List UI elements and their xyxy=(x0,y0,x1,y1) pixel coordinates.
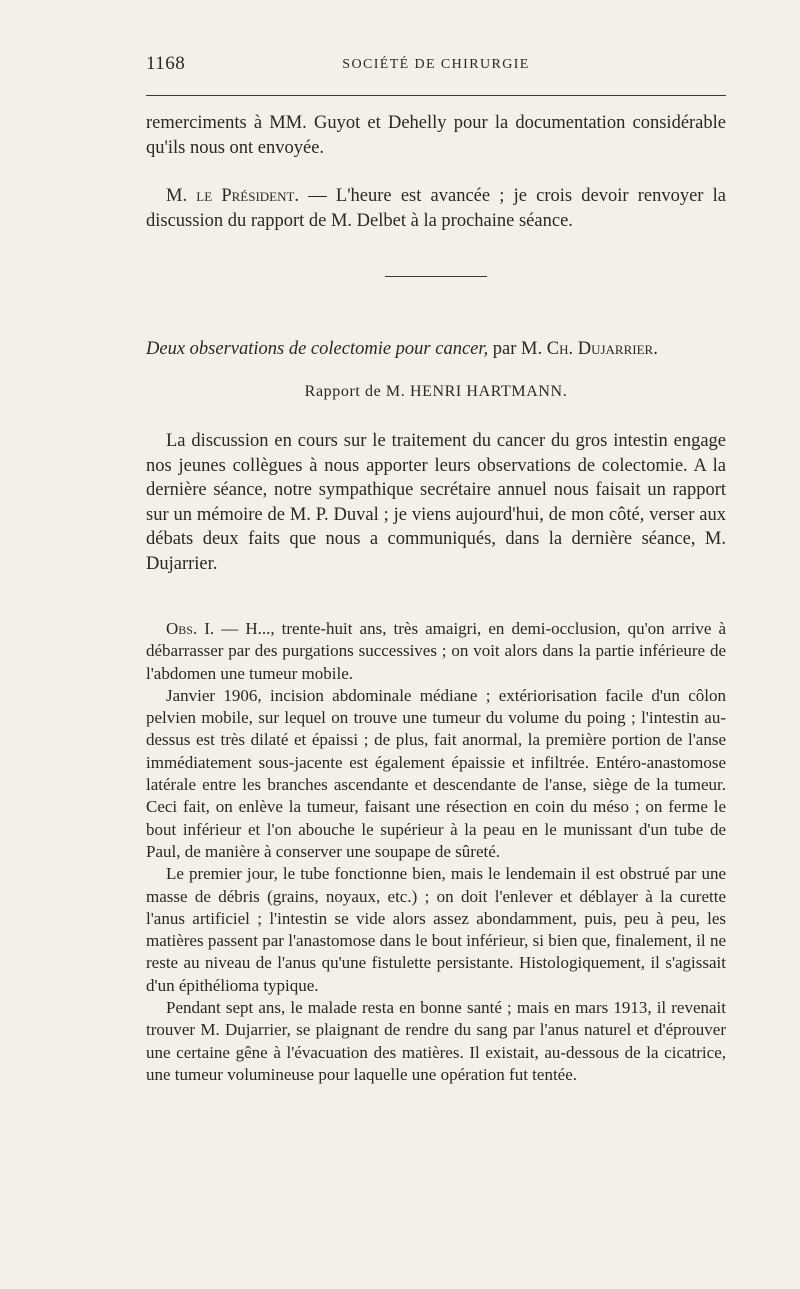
paragraph-followup: Le premier jour, le tube fonctionne bien, mais le lendemain il est obstrué par une masse de débris (grains, noyaux, etc.) ; on doit l'enlever et déblayer à la curette l'anus artificiel ; l'intestin se vide alors assez abondamment, puis, peu à peu, les matières passent par l'anastomose dans le bout inférieur, si bien que, finalement, il ne reste au niveau de l'anus qu'une fistulette persistante. Histologiquement, il s'agissait d'un épithélioma typique. xyxy=(146,864,726,995)
paragraph-operation: Janvier 1906, incision abdominale médiane ; extériorisation facile d'un côlon pelvien mobile, sur lequel on trouve une tumeur du volume du poing ; l'intestin au-dessus est très dilaté et épaissi ; de plus, fait anormal, la première portion de l'anse immédiatement sous-jacente est également épaissie et infiltrée. Entéro-anastomose latérale entre les branches ascendante et descendante de l'anse, siège de la tumeur. Ceci fait, on enlève la tumeur, faisant une résection en coin du méso ; on ferme le bout inférieur et l'on abouche le supérieur à la peau en le munissant d'un tube de Paul, de manière à conserver une soupape de sûreté. xyxy=(146,685,726,861)
paragraph-president xyxy=(146,184,726,233)
paragraph-thanks xyxy=(146,111,726,160)
paragraph-introduction xyxy=(146,429,726,576)
section-title xyxy=(146,337,726,361)
observation-block xyxy=(146,618,726,1086)
page-header xyxy=(146,53,726,83)
title-author-prefix: par M. xyxy=(488,339,547,359)
section-separator xyxy=(385,276,487,277)
title-author: Ch. Dujarrier. xyxy=(546,339,658,359)
speaker-label: M. le Président. xyxy=(166,186,300,206)
paragraph-text: — L'heure est avancée ; je crois devoir renvoyer la discussion du rapport de M. Delbet à la prochaine séance. xyxy=(146,186,726,231)
header-rule xyxy=(146,95,726,96)
title-italic: Deux observations de colectomie pour cancer, xyxy=(146,339,489,359)
paragraph-text: remerciments à MM. Guyot et Dehelly pour la documentation considérable qu'ils nous ont envoyée. xyxy=(146,113,726,158)
paragraph-text: La discussion en cours sur le traitement du cancer du gros intestin engage nos jeunes collègues à nous apporter leurs observations de colectomie. A la dernière séance, notre sympathique secrétaire annuel nous faisait un rapport sur un mémoire de M. P. Duval ; je viens aujourd'hui, de mon côté, verser aux débats deux faits que nous a communiqués, dans la dernière séance, M. Dujarrier. xyxy=(146,431,726,574)
page-number: 1168 xyxy=(146,53,186,74)
paragraph-text: — H..., trente-huit ans, très amaigri, en demi-occlusion, qu'on arrive à débarrasser par des purgations successives ; on voit alors dans la partie inférieure de l'abdomen une tumeur mobile. xyxy=(146,619,726,683)
observation-paragraph xyxy=(146,618,726,685)
report-subtitle: Rapport de M. HENRI HARTMANN. xyxy=(304,383,568,400)
running-head: SOCIÉTÉ DE CHIRURGIE xyxy=(342,57,530,72)
observation-label: Obs. I. xyxy=(166,619,215,638)
paragraph-recurrence: Pendant sept ans, le malade resta en bonne santé ; mais en mars 1913, il revenait trouver M. Dujarrier, se plaignant de rendre du sang par l'anus naturel et d'éprouver une certaine gêne à l'évacuation des matières. Il existait, au-dessous de la cicatrice, une tumeur volumineuse pour laquelle une opération fut tentée. xyxy=(146,998,726,1084)
